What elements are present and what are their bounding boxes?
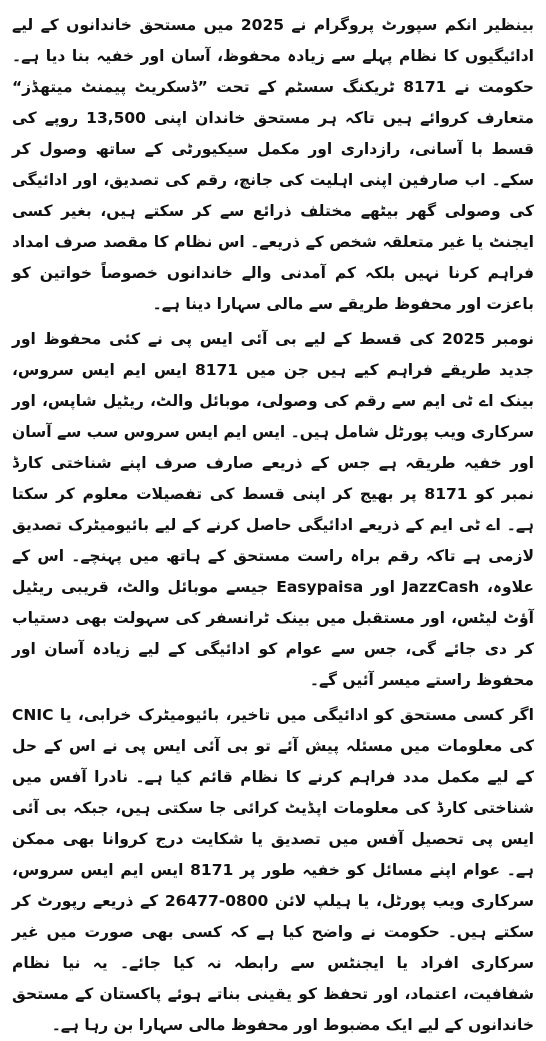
article-paragraph-1: بینظیر انکم سپورٹ پروگرام نے 2025 میں مستحق خاندانوں کے لیے ادائیگیوں کا نظام پہلے سے زیادہ محفوظ، آسان اور خفیہ بنا دیا ہے۔ حکومت نے 8171 ٹریکنگ سسٹم کے تحت ”ڈسکریٹ پیمنٹ میتھڈز“ متعارف کروائے ہیں تاکہ ہر مستحق خاندان اپنی 13,500 روپے کی قسط با آسانی، رازداری اور مکمل سیکیورٹی کے ساتھ وصول کر سکے۔ اب صارفین اپنی اہلیت کی جانچ، رقم کی تصدیق، اور ادائیگی کی وصولی گھر بیٹھے مختلف ذرائع سے کر سکتے ہیں، بغیر کسی ایجنٹ یا غیر متعلقہ شخص کے ذریعے۔ اس نظام کا مقصد صرف امداد فراہم کرنا نہیں بلکہ کم آمدنی والے خاندانوں خصوصاً خواتین کو باعزت اور محفوظ طریقے سے مالی سہارا دینا ہے۔ <box>12 16 534 313</box>
article-paragraph-3: اگر کسی مستحق کو ادائیگی میں تاخیر، بائیومیٹرک خرابی، یا CNIC کی معلومات میں مسئلہ پیش آئے تو بی آئی ایس پی نے اس کے حل کے لیے مکمل مدد فراہم کرنے کا نظام قائم کیا ہے۔ نادرا آفس میں شناختی کارڈ کی معلومات اپڈیٹ کرائی جا سکتی ہیں، جبکہ بی آئی ایس پی تحصیل آفس میں تصدیق یا شکایت درج کروانا بھی ممکن ہے۔ عوام اپنے مسائل کو خفیہ طور پر 8171 ایس ایم ایس سروس، سرکاری ویب پورٹل، یا ہیلپ لائن 0800-26477 کے ذریعے رپورٹ کر سکتے ہیں۔ حکومت نے واضح کیا ہے کہ کسی بھی صورت میں غیر سرکاری افراد یا ایجنٹس سے رابطہ نہ کیا جائے۔ یہ نیا نظام شفافیت، اعتماد، اور تحفظ کو یقینی بناتے ہوئے پاکستان کے مستحق خاندانوں کے لیے ایک مضبوط اور محفوظ مالی سہارا بن رہا ہے۔ <box>12 706 535 1034</box>
article-paragraph-2: نومبر 2025 کی قسط کے لیے بی آئی ایس پی نے کئی محفوظ اور جدید طریقے فراہم کیے ہیں جن میں 8171 ایس ایم ایس سروس، بینک اے ٹی ایم سے رقم کی وصولی، موبائل والٹ، ریٹیل شاپس، اور سرکاری ویب پورٹل شامل ہیں۔ ایس ایم ایس سروس سب سے آسان اور خفیہ طریقہ ہے جس کے ذریعے صارف صرف اپنے شناختی کارڈ نمبر کو 8171 پر بھیج کر اپنی قسط کی تفصیلات معلوم کر سکتا ہے۔ اے ٹی ایم کے ذریعے ادائیگی حاصل کرنے کے لیے بائیومیٹرک تصدیق لازمی ہے تاکہ رقم براہ راست مستحق کے ہاتھ میں پہنچے۔ اس کے علاوہ، JazzCash اور Easypaisa جیسے موبائل والٹ، قریبی ریٹیل آؤٹ لیٹس، اور مستقبل میں بینک ٹرانسفر کی سہولت بھی دستیاب کر دی جائے گی، جس سے عوام کو ادائیگی کے لیے زیادہ آسان اور محفوظ راستے میسر آئیں گے۔ <box>12 330 534 689</box>
